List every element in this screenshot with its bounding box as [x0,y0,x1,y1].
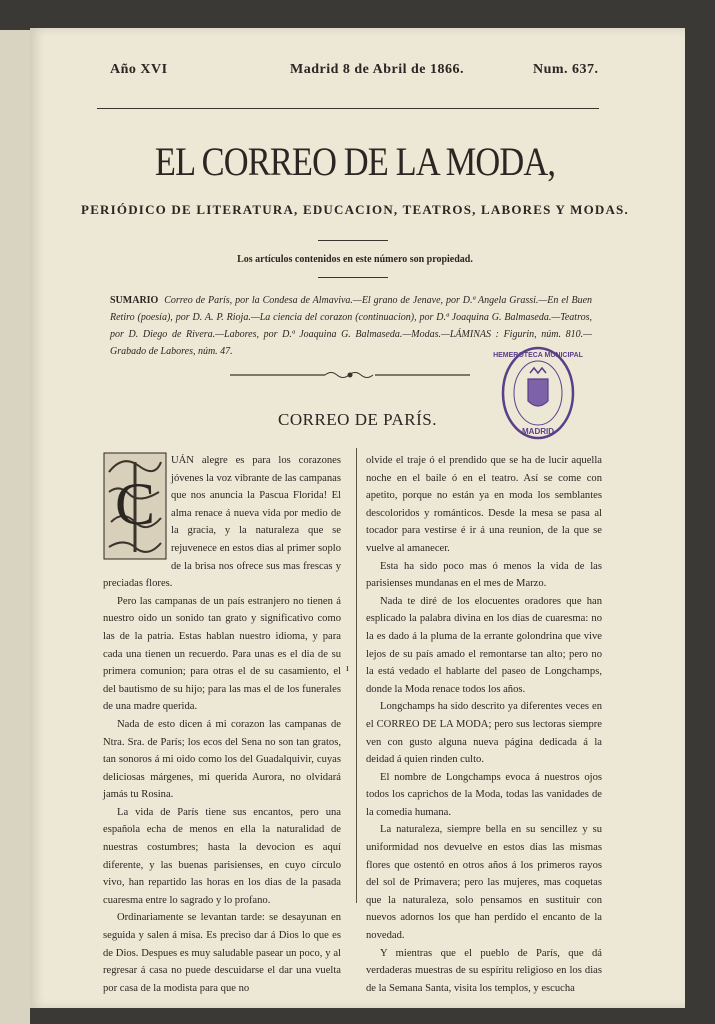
paragraph-text: Longchamps ha sido descrito ya diferentes veces en el [366,701,602,730]
paragraph [366,698,602,768]
paragraph: UÁN alegre es para los corazones jóvenes la voz vibrante de las campanas que nos anuncia la Pascua Florida! El alma renace á nueva vida por medio de la gracia, y la naturaleza que se rejuvenece en estos dias al primer soplo de la brisa nos ofrece sus mas frescas y preciadas flores. [103,455,341,590]
property-notice: Los artículos contenidos en este número son propiedad. [237,254,473,265]
ornamental-rule [230,368,470,382]
year-label: Año XVI [110,62,168,77]
publication-name: CORREO DE LA MODA [376,718,489,730]
stamp-top-text: HEMEROTECA MUNICIPAL [493,352,583,359]
decorated-initial [103,452,167,560]
article-title: CORREO DE PARÍS. [278,410,437,429]
divider [318,240,388,241]
summary-text: Correo de París, por la Condesa de Almaviva.—El grano de Jenave, por D.ª Angela Grassi.—En el Buen Retiro (poesía), por D. A. P. Rioja.—La ciencia del corazon (continuacion), por D.ª Joaquina G. Balmaseda.—Teatros, por D. Diego de Rivera.—Labores, por D.ª Joaquina G. Balmaseda.—Modas.—LÁMINAS : Figurin, núm. 810.—Grabado de Labores, núm. 47. [110,295,593,357]
left-column [103,452,341,997]
column-mark: ı [346,663,349,674]
paragraph: Y mientras que el pueblo de París, que dá verdaderas muestras de su espíritu religioso en los dias de la Semana Santa, visita los templos, y escucha [366,947,602,994]
paragraph: El nombre de Longchamps evoca á nuestros ojos todos los caprichos de la Moda, todas las vanidades de la comedia humana. [366,771,602,818]
paragraph: Ordinariamente se levantan tarde: se desayunan en seguida y salen á misa. Es preciso dar á Dios lo que es de Dios. Despues es muy saludable pasear un poco, y al regresar á casa no puede descuidarse el dar una vuelta por casa de la modista para que no [103,912,341,994]
divider [318,277,388,278]
paragraph: Nada de esto dicen á mi corazon las campanas de Ntra. Sra. de París; los ecos del Sena no son tan gratos, tan sonoros á mi oido como los del Guadalquivir, cuyas deliciosas márgenes, mi querida Aurora, no olvidará jamás tu Rosina. [103,718,341,801]
masthead-subtitle: PERIÓDICO DE LITERATURA, EDUCACION, TEATROS, LABORES Y MODAS. [81,202,629,217]
column-divider [356,448,357,903]
paragraph: La vida de París tiene sus encantos, pero una española echa de menos en ella la naturalidad de nuestras costumbres; hasta la devocion es aquí diferente, y las buenas parisienses, en cuyo círculo vivo, han repartido las horas en los dias de la pasada cuaresma entre lo sagrado y lo profano. [103,806,341,906]
issue-number: Num. 637. [533,62,599,77]
date-label: Madrid 8 de Abril de 1866. [290,62,465,77]
adjacent-page-edge [0,30,30,1024]
summary-label: SUMARIO [110,295,159,306]
paragraph: Pero las campanas de un país estranjero no tienen á nuestro oido un sonido tan grato y significativo como las de la patria. Estas hablan nuestro idioma, y para cada una tienen un recuerdo. Para unas es el dia de su primera comunion; para otras el de su casamiento, el del bautismo de su hijo; para las mas el de los funerales de una madre querida. [103,595,341,713]
paragraph: Esta ha sido poco mas ó menos la vida de las parisienses mundanas en el mes de Marzo. [366,560,602,590]
dropcap-letter: C [114,471,156,537]
paragraph: Nada te diré de los elocuentes oradores que han esplicado la palabra divina en los dias de cuaresma: no la es dado á la pluma de la errante golondrina que vive lejos de su país amado el remontarse tan alto; pero no la está vedado el hablarte del paseo de Longchamps, donde la Moda renace todos los años. [366,595,602,695]
header-rule [97,108,599,109]
paragraph-text: ; pero sus lectoras siempre ven con gusto alguna nueva página dedicada á la deidad á quien rinden culto. [366,718,602,766]
stamp-bottom-text: MADRID [522,427,554,436]
masthead-title: EL CORREO DE LA MODA, [154,139,556,184]
paragraph: La naturaleza, siempre bella en su sencillez y su uniformidad nos devuelve en estos dias las mismas flores que ostentó en otros años á los primeros rayos del sol de Primavera; pero las mujeres, mas coquetas que la naturaleza, solo pensamos en sustituir con nuevos adornos los que han perdido el encanto de la novedad. [366,824,602,942]
paragraph: olvide el traje ó el prendido que se ha de lucir aquella noche en el baile ó en el teatro. Así se come con apetito, porque no están ya en moda los semblantes descoloridos y románticos. Desde la mesa se pasa al tocador para vestirse é ir á una reunion, de la que se vuelve al amanecer. [366,455,602,554]
right-column [366,452,602,997]
